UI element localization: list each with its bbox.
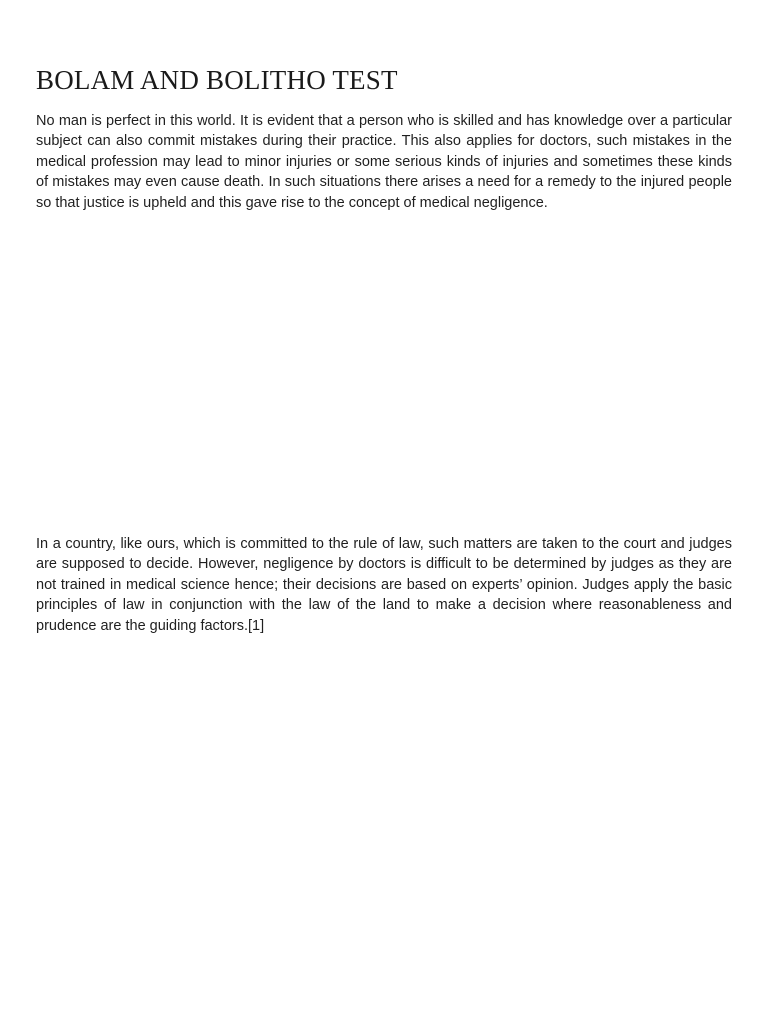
document-title: BOLAM AND BOLITHO TEST: [36, 65, 398, 95]
paragraph-intro: No man is perfect in this world. It is evident that a person who is skilled and has knowledge over a particular subject can also commit mistakes during their practice. This also applies for doctors, such mistakes in the medical profession may lead to minor injuries or some serious kinds of injuries and sometimes these kinds of mistakes may even cause death. In such situations there arises a need for a remedy to the injured people so that justice is upheld and this gave rise to the concept of medical negligence.: [36, 113, 732, 211]
paragraph-rule-of-law: In a country, like ours, which is committed to the rule of law, such matters are taken to the court and judges are supposed to decide. However, negligence by doctors is difficult to be determined by judges as they are not trained in medical science hence; their decisions are based on experts’ opinion. Judges apply the basic principles of law in conjunction with the law of the land to make a decision where reasonableness and prudence are the guiding factors.[1]: [36, 536, 732, 634]
